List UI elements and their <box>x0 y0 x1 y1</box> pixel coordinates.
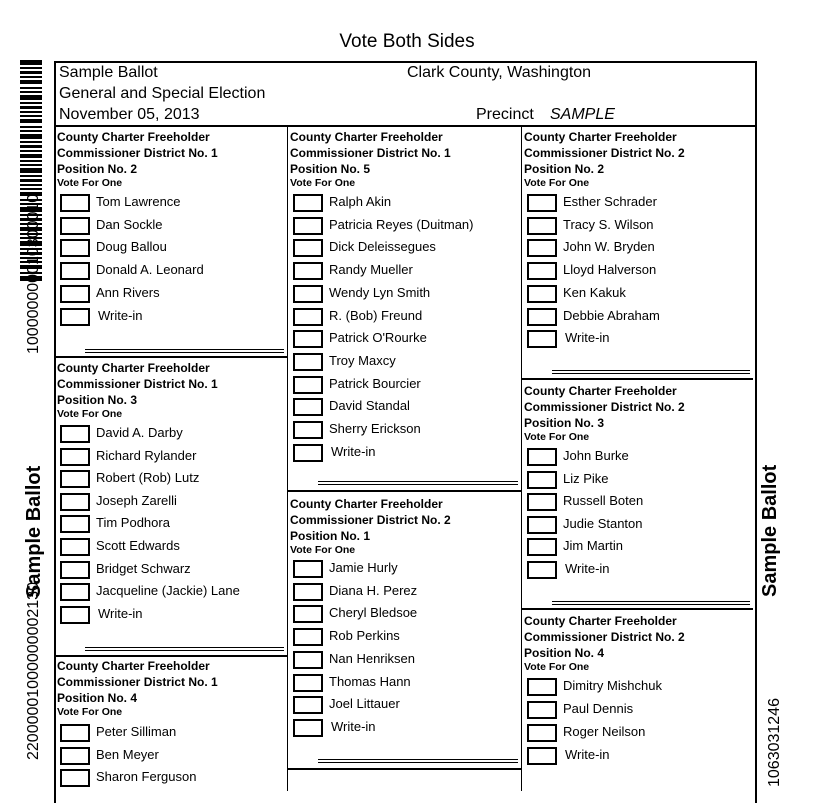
vote-oval[interactable] <box>293 560 323 578</box>
race-end-rule <box>552 601 750 605</box>
candidate-name: Jim Martin <box>563 538 623 553</box>
candidate-name: Jamie Hurly <box>329 560 398 575</box>
race-end-rule <box>318 481 518 485</box>
page-title: Vote Both Sides <box>339 31 475 52</box>
candidate-name: Lloyd Halverson <box>563 262 657 277</box>
vote-oval[interactable] <box>527 262 557 280</box>
race-district: Commissioner District No. 2 <box>290 513 451 527</box>
race-district: Commissioner District No. 1 <box>57 146 218 160</box>
race-district: Commissioner District No. 1 <box>57 675 218 689</box>
race-position: Position No. 2 <box>57 162 138 176</box>
vote-oval[interactable] <box>60 194 90 212</box>
vote-oval[interactable] <box>60 425 90 443</box>
vote-oval[interactable] <box>527 285 557 303</box>
race-end-rule <box>552 370 750 374</box>
race-divider <box>522 378 753 380</box>
column-divider-2 <box>521 126 522 791</box>
vote-oval[interactable] <box>293 628 323 646</box>
candidate-name: Thomas Hann <box>329 674 411 689</box>
write-in-label: Write-in <box>565 330 610 345</box>
candidate-name: Richard Rylander <box>96 448 197 463</box>
candidate-name: Dick Deleissegues <box>329 239 436 254</box>
vote-oval[interactable] <box>527 448 557 466</box>
race-position: Position No. 4 <box>57 691 138 705</box>
vote-for-label: Vote For One <box>290 544 356 556</box>
vote-oval[interactable] <box>60 724 90 742</box>
vote-oval[interactable] <box>293 696 323 714</box>
race-title: County Charter Freeholder <box>524 614 677 628</box>
race-title: County Charter Freeholder <box>57 130 210 144</box>
candidate-name: Jacqueline (Jackie) Lane <box>96 583 240 598</box>
vote-oval[interactable] <box>527 217 557 235</box>
vote-oval[interactable] <box>527 678 557 696</box>
race-title: County Charter Freeholder <box>290 497 443 511</box>
vote-for-label: Vote For One <box>57 706 123 718</box>
vote-for-label: Vote For One <box>524 431 590 443</box>
vote-oval[interactable] <box>60 470 90 488</box>
race-position: Position No. 2 <box>524 162 605 176</box>
candidate-name: Wendy Lyn Smith <box>329 285 431 300</box>
race-divider <box>288 768 521 770</box>
header-sample-ballot: Sample Ballot <box>59 64 158 81</box>
vote-oval[interactable] <box>293 262 323 280</box>
race-title: County Charter Freeholder <box>524 384 677 398</box>
race-position: Position No. 3 <box>57 393 138 407</box>
race-district: Commissioner District No. 1 <box>57 377 218 391</box>
vote-oval[interactable] <box>293 674 323 692</box>
write-in-label: Write-in <box>331 719 376 734</box>
candidate-name: Paul Dennis <box>563 701 634 716</box>
candidate-name: Nan Henriksen <box>329 651 415 666</box>
race-position: Position No. 5 <box>290 162 371 176</box>
candidate-name: Liz Pike <box>563 471 609 486</box>
vote-oval[interactable] <box>60 515 90 533</box>
vote-oval[interactable] <box>293 353 323 371</box>
race-divider <box>55 655 287 657</box>
vote-oval[interactable] <box>527 724 557 742</box>
column-divider-1 <box>287 126 288 791</box>
vote-oval[interactable] <box>293 583 323 601</box>
race-end-rule <box>85 647 284 651</box>
candidate-name: Roger Neilson <box>563 724 646 739</box>
header-county: Clark County, Washington <box>407 64 592 81</box>
candidate-name: Rob Perkins <box>329 628 400 643</box>
candidate-name: Patrick O'Rourke <box>329 330 427 345</box>
candidate-name: Dimitry Mishchuk <box>563 678 662 693</box>
candidate-name: Sharon Ferguson <box>96 769 197 784</box>
vote-oval[interactable] <box>60 583 90 601</box>
side-label-right: Sample Ballot <box>759 464 781 597</box>
candidate-name: Russell Boten <box>563 493 644 508</box>
candidate-name: Debbie Abraham <box>563 308 660 323</box>
vote-oval[interactable] <box>527 330 557 348</box>
vote-oval[interactable] <box>293 605 323 623</box>
race-title: County Charter Freeholder <box>290 130 443 144</box>
race-divider <box>55 356 287 358</box>
candidate-name: Patrick Bourcier <box>329 376 421 391</box>
write-in-label: Write-in <box>565 561 610 576</box>
candidate-name: John Burke <box>563 448 629 463</box>
candidate-name: Scott Edwards <box>96 538 180 553</box>
race-district: Commissioner District No. 2 <box>524 400 685 414</box>
vote-for-label: Vote For One <box>290 177 356 189</box>
vote-oval[interactable] <box>293 217 323 235</box>
candidate-name: R. (Bob) Freund <box>329 308 423 323</box>
race-position: Position No. 3 <box>524 416 605 430</box>
candidate-name: David Standal <box>329 398 410 413</box>
header-divider <box>54 125 755 127</box>
race-divider <box>288 490 521 492</box>
vote-oval[interactable] <box>60 538 90 556</box>
candidate-name: Ken Kakuk <box>563 285 626 300</box>
candidate-name: Diana H. Perez <box>329 583 418 598</box>
vote-oval[interactable] <box>60 493 90 511</box>
race-end-rule <box>318 759 518 763</box>
race-title: County Charter Freeholder <box>524 130 677 144</box>
vote-oval[interactable] <box>60 239 90 257</box>
vote-oval[interactable] <box>527 516 557 534</box>
write-in-label: Write-in <box>98 308 143 323</box>
vote-oval[interactable] <box>527 747 557 765</box>
vote-oval[interactable] <box>527 308 557 326</box>
side-number-right: 1063031246 <box>766 698 783 787</box>
vote-oval[interactable] <box>293 421 323 439</box>
vote-oval[interactable] <box>293 398 323 416</box>
candidate-name: Bridget Schwarz <box>96 561 191 576</box>
candidate-name: Cheryl Bledsoe <box>329 605 418 620</box>
header-precinct-value: SAMPLE <box>550 106 615 123</box>
vote-oval[interactable] <box>293 330 323 348</box>
vote-oval[interactable] <box>293 651 323 669</box>
race-district: Commissioner District No. 1 <box>290 146 451 160</box>
vote-oval[interactable] <box>527 538 557 556</box>
candidate-name: Ralph Akin <box>329 194 392 209</box>
candidate-name: Dan Sockle <box>96 217 163 232</box>
race-position: Position No. 1 <box>290 529 371 543</box>
header-election: General and Special Election <box>59 85 266 102</box>
race-district: Commissioner District No. 2 <box>524 146 685 160</box>
candidate-name: Donald A. Leonard <box>96 262 204 277</box>
vote-oval[interactable] <box>293 444 323 462</box>
vote-oval[interactable] <box>60 747 90 765</box>
candidate-name: Joel Littauer <box>329 696 400 711</box>
candidate-name: Esther Schrader <box>563 194 657 209</box>
candidate-name: Robert (Rob) Lutz <box>96 470 200 485</box>
candidate-name: Doug Ballou <box>96 239 167 254</box>
race-title: County Charter Freeholder <box>57 659 210 673</box>
write-in-label: Write-in <box>331 444 376 459</box>
vote-oval[interactable] <box>60 308 90 326</box>
vote-oval[interactable] <box>60 606 90 624</box>
candidate-name: Ann Rivers <box>96 285 160 300</box>
vote-for-label: Vote For One <box>57 177 123 189</box>
vote-oval[interactable] <box>60 561 90 579</box>
race-end-rule <box>85 349 284 353</box>
candidate-name: Tom Lawrence <box>96 194 181 209</box>
candidate-name: John W. Bryden <box>563 239 655 254</box>
vote-oval[interactable] <box>293 308 323 326</box>
candidate-name: Judie Stanton <box>563 516 643 531</box>
vote-oval[interactable] <box>293 376 323 394</box>
candidate-name: Ben Meyer <box>96 747 159 762</box>
vote-oval[interactable] <box>60 769 90 787</box>
candidate-name: Sherry Erickson <box>329 421 421 436</box>
vote-oval[interactable] <box>60 448 90 466</box>
side-number-bottom: 22000001000000002130 <box>25 582 42 760</box>
vote-oval[interactable] <box>60 217 90 235</box>
vote-oval[interactable] <box>293 194 323 212</box>
vote-oval[interactable] <box>527 701 557 719</box>
vote-oval[interactable] <box>293 239 323 257</box>
vote-oval[interactable] <box>527 471 557 489</box>
candidate-name: Randy Mueller <box>329 262 413 277</box>
vote-for-label: Vote For One <box>57 408 123 420</box>
vote-oval[interactable] <box>527 493 557 511</box>
vote-oval[interactable] <box>527 194 557 212</box>
vote-oval[interactable] <box>293 285 323 303</box>
vote-oval[interactable] <box>60 262 90 280</box>
write-in-label: Write-in <box>565 747 610 762</box>
candidate-name: Peter Silliman <box>96 724 177 739</box>
header-precinct-label: Precinct <box>476 106 534 123</box>
vote-oval[interactable] <box>60 285 90 303</box>
vote-oval[interactable] <box>527 561 557 579</box>
side-number-top: 100000000010300010 <box>25 193 42 354</box>
candidate-name: David A. Darby <box>96 425 183 440</box>
race-position: Position No. 4 <box>524 646 605 660</box>
vote-for-label: Vote For One <box>524 661 590 673</box>
vote-for-label: Vote For One <box>524 177 590 189</box>
candidate-name: Patricia Reyes (Duitman) <box>329 217 474 232</box>
vote-oval[interactable] <box>293 719 323 737</box>
write-in-label: Write-in <box>98 606 143 621</box>
header-date: November 05, 2013 <box>59 106 200 123</box>
vote-oval[interactable] <box>527 239 557 257</box>
race-title: County Charter Freeholder <box>57 361 210 375</box>
candidate-name: Tim Podhora <box>96 515 170 530</box>
race-district: Commissioner District No. 2 <box>524 630 685 644</box>
candidate-name: Joseph Zarelli <box>96 493 177 508</box>
race-divider <box>522 608 753 610</box>
candidate-name: Troy Maxcy <box>329 353 396 368</box>
side-label-left: Sample Ballot <box>23 465 45 598</box>
candidate-name: Tracy S. Wilson <box>563 217 654 232</box>
